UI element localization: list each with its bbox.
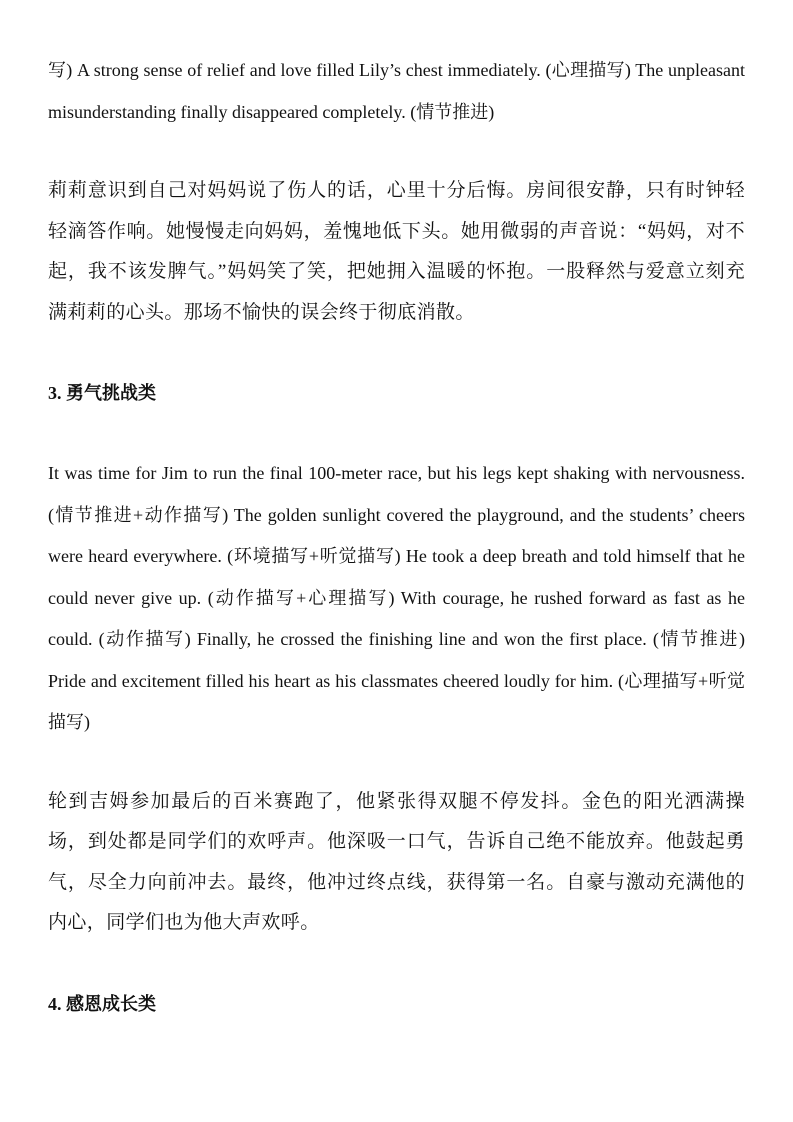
section-heading-courage: 3. 勇气挑战类 [48, 383, 156, 403]
english-paragraph-jim: It was time for Jim to run the final 100-meter race, but his legs kept shaking with nervousness. (情节推进+动作描写) The golden sunlight covered the playground, and the students’ cheers were heard everywhere. (环境描写+听觉描写) He took a deep breath and told himself that he could never give up. (动作描写+心理描写) With courage, he rushed forward as fast as he could. (动作描写) Finally, he crossed the finishing line and won the first place. (情节推进) Pride and excitement filled his heart as his classmates cheered loudly for him. (心理描写+听觉描写) [48, 463, 745, 732]
paragraph-spacer [48, 333, 745, 373]
paragraph-spacer [48, 944, 745, 984]
english-paragraph-lily: 写) A strong sense of relief and love filled Lily’s chest immediately. (心理描写) The unpleasant misunderstanding finally disappeared completely. (情节推进) [48, 60, 745, 122]
paragraph-spacer [48, 413, 745, 453]
section-heading-gratitude: 4. 感恩成长类 [48, 993, 156, 1014]
document-page [48, 50, 745, 1024]
chinese-paragraph-jim: 轮到吉姆参加最后的百米赛跑了，他紧张得双腿不停发抖。金色的阳光洒满操场，到处都是同学们的欢呼声。他深吸一口气，告诉自己绝不能放弃。他鼓起勇气，尽全力向前冲去。最终，他冲过终点线，获得第一名。自豪与激动充满他的内心，同学们也为他大声欢呼。 [48, 790, 745, 933]
chinese-paragraph-lily: 莉莉意识到自己对妈妈说了伤人的话，心里十分后悔。房间很安静，只有时钟轻轻滴答作响。她慢慢走向妈妈，羞愧地低下头。她用微弱的声音说：“妈妈，对不起，我不该发脾气。”妈妈笑了笑，把她拥入温暖的怀抱。一股释然与爱意立刻充满莉莉的心头。那场不愉快的误会终于彻底消散。 [48, 180, 745, 323]
paragraph-spacer [48, 133, 745, 171]
paragraph-spacer [48, 744, 745, 782]
